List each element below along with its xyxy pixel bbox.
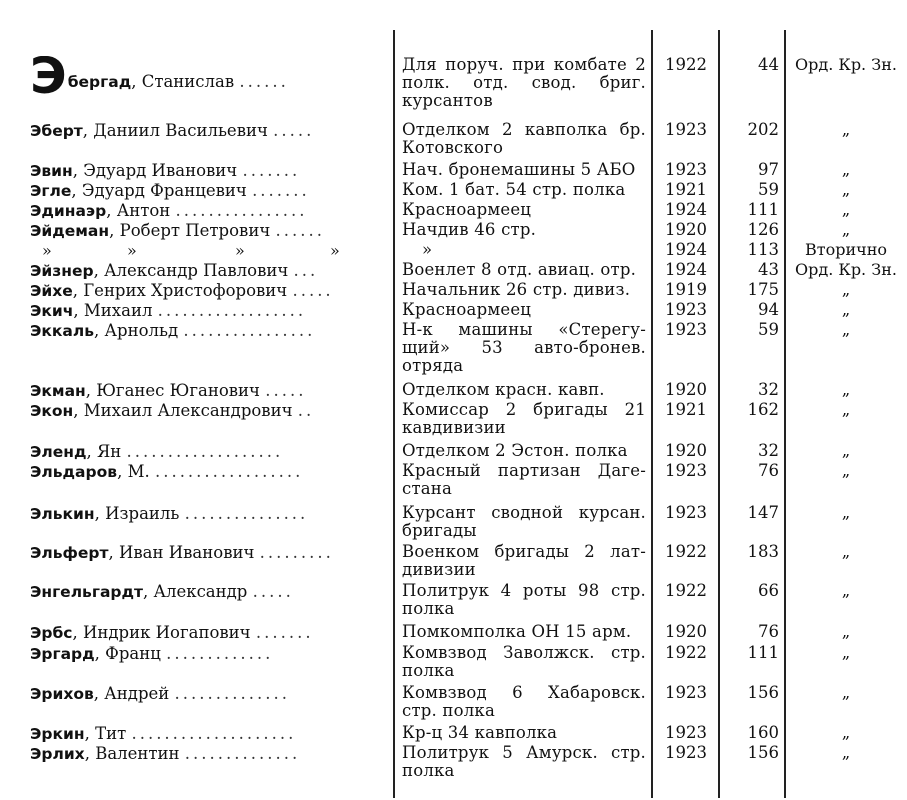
order-cell: „ — [841, 643, 851, 662]
number-cell: 183 — [747, 542, 779, 561]
text-fragment: Иван Иванович — [119, 543, 255, 562]
position-cell — [402, 241, 646, 259]
year-cell: 1923 — [665, 320, 707, 339]
position-cell: Нач. бронемашины 5 АБО — [402, 160, 636, 179]
text-fragment: Экон — [30, 402, 74, 420]
position-cell: Красноармеец — [402, 200, 532, 219]
position-cell: Ком. 1 бат. 54 стр. полка — [402, 180, 626, 199]
order-cell: „ — [841, 200, 851, 219]
person-name: Энгельгардт, Александр ..... — [30, 582, 294, 601]
text-fragment: Эйхе — [30, 282, 73, 300]
text-fragment: Эккаль — [30, 322, 95, 340]
text-fragment: » — [422, 240, 433, 259]
order-cell: „ — [841, 622, 851, 641]
position-cell: Помкомполка ОН 15 арм. — [402, 622, 632, 641]
text-fragment: » — [330, 241, 340, 260]
number-cell: 156 — [747, 683, 779, 702]
person-name: Эберт, Даниил Васильевич ..... — [30, 121, 315, 140]
text-fragment: Генрих Христофорович — [83, 281, 288, 300]
text-fragment: Александр — [153, 582, 248, 601]
order-cell: „ — [841, 160, 851, 179]
person-name: Экман, Юганес Юганович ..... — [30, 381, 307, 400]
year-cell: 1924 — [665, 200, 707, 219]
order-cell: „ — [841, 743, 851, 762]
text-fragment: Эрбс — [30, 624, 73, 642]
person-name: Эленд, Ян ................... — [30, 442, 284, 461]
text-fragment: Валентин — [95, 744, 180, 763]
year-cell: 1919 — [665, 280, 707, 299]
text-fragment: » — [127, 241, 137, 260]
order-cell: „ — [841, 220, 851, 239]
order-cell: „ — [841, 380, 851, 399]
number-cell: 76 — [758, 622, 779, 641]
position-cell: Отделком 2 Эстон. полка — [402, 441, 628, 460]
text-fragment: Эленд — [30, 443, 87, 461]
text-fragment: Ян — [96, 442, 122, 461]
position-cell: Комвзвод Заволжск. стр. полка — [402, 643, 646, 680]
text-fragment: Эльферт — [30, 544, 109, 562]
person-name: Эргард, Франц ............. — [30, 644, 274, 663]
order-cell: „ — [841, 542, 851, 561]
text-fragment: Эберт — [30, 122, 83, 140]
text-fragment: Эрихов — [30, 685, 94, 703]
year-cell: 1920 — [665, 380, 707, 399]
position-cell: Комиссар 2 бригады 21 кавдивизии — [402, 400, 646, 437]
number-cell: 43 — [758, 260, 779, 279]
year-cell: 1924 — [665, 240, 707, 259]
person-name: Эбергад, Станислав ...... — [30, 56, 387, 96]
number-cell: 113 — [747, 240, 779, 259]
position-cell: Военлет 8 отд. авиац. отр. — [402, 260, 637, 279]
order-cell: „ — [841, 400, 851, 419]
person-name: Элькин, Израиль ............... — [30, 504, 309, 523]
year-cell: 1923 — [665, 160, 707, 179]
text-fragment: Михаил — [83, 301, 153, 320]
position-cell: Красный партизан Даге-стана — [402, 461, 646, 498]
text-fragment: Эдуард Францевич — [81, 181, 247, 200]
text-fragment: Тит — [95, 724, 127, 743]
order-cell: „ — [841, 280, 851, 299]
text-fragment: Эргард — [30, 645, 95, 663]
person-name: Эрихов, Андрей .............. — [30, 684, 290, 703]
person-name: Эвин, Эдуард Иванович ....... — [30, 161, 301, 180]
text-fragment: Эльдаров — [30, 463, 118, 481]
text-fragment: Элькин — [30, 505, 95, 523]
text-fragment: Юганес Юганович — [96, 381, 260, 400]
number-cell: 59 — [758, 180, 779, 199]
person-name: Эгле, Эдуард Францевич ....... — [30, 181, 310, 200]
text-fragment: Эрлих — [30, 745, 85, 763]
number-cell: 160 — [747, 723, 779, 742]
person-name: Эрлих, Валентин .............. — [30, 744, 301, 763]
year-cell: 1922 — [665, 581, 707, 600]
year-cell: 1921 — [665, 180, 707, 199]
text-fragment: Александр Павлович — [104, 261, 289, 280]
number-cell: 126 — [747, 220, 779, 239]
position-cell: Начдив 46 стр. — [402, 220, 537, 239]
position-cell: Красноармеец — [402, 300, 532, 319]
text-fragment: Михаил Александрович — [83, 401, 293, 420]
order-cell: Орд. Кр. Зн. — [795, 55, 897, 74]
number-cell: 44 — [758, 55, 779, 74]
text-fragment: Эйдеман — [30, 222, 110, 240]
position-cell: Военком бригады 2 лат-дивизии — [402, 542, 646, 579]
person-name: Эркин, Тит .................... — [30, 724, 297, 743]
order-cell: Орд. Кр. Зн. — [795, 260, 897, 279]
number-cell: 94 — [758, 300, 779, 319]
text-fragment: Станислав — [141, 72, 235, 91]
number-cell: 32 — [758, 380, 779, 399]
number-cell: 111 — [747, 200, 779, 219]
person-name: Экон, Михаил Александрович .. — [30, 401, 315, 420]
year-cell: 1923 — [665, 461, 707, 480]
position-cell: Для поруч. при комбате 2 полк. отд. свод. бриг. курсантов — [402, 55, 646, 110]
number-cell: 59 — [758, 320, 779, 339]
year-cell: 1922 — [665, 542, 707, 561]
text-fragment: Индрик Иогапович — [82, 623, 251, 642]
text-fragment: Экич — [30, 302, 74, 320]
person-name: Эрбс, Индрик Иогапович ....... — [30, 623, 314, 642]
number-cell: 202 — [747, 120, 779, 139]
text-fragment: Израиль — [105, 504, 180, 523]
year-cell: 1922 — [665, 55, 707, 74]
order-cell: „ — [841, 503, 851, 522]
text-fragment: Эдинаэр — [30, 202, 107, 220]
person-name: Эдинаэр, Антон ................ — [30, 201, 308, 220]
year-cell: 1923 — [665, 120, 707, 139]
order-cell: Вторично — [804, 240, 888, 259]
column-rule — [393, 30, 395, 798]
person-name: Эккаль, Арнольд ................ — [30, 321, 316, 340]
text-fragment: Эдуард Иванович — [83, 161, 238, 180]
person-name: Эйдеман, Роберт Петрович ...... — [30, 221, 325, 240]
position-cell: Отделком 2 кавполка бр. Котовского — [402, 120, 646, 157]
order-cell: „ — [841, 300, 851, 319]
order-cell: „ — [841, 461, 851, 480]
text-fragment: Эвин — [30, 162, 73, 180]
person-name: Эльферт, Иван Иванович ......... — [30, 543, 334, 562]
column-rule — [718, 30, 720, 798]
order-cell: „ — [841, 581, 851, 600]
text-fragment: Франц — [105, 644, 161, 663]
text-fragment: Даниил Васильевич — [93, 121, 268, 140]
year-cell: 1923 — [665, 683, 707, 702]
person-name: Эйзнер, Александр Павлович ... — [30, 261, 319, 280]
position-cell: Политрук 5 Амурск. стр. полка — [402, 743, 646, 780]
year-cell: 1924 — [665, 260, 707, 279]
initial-letter: Э — [30, 56, 67, 96]
order-cell: „ — [841, 320, 851, 339]
order-cell: „ — [841, 723, 851, 742]
position-cell: Кр-ц 34 кавполка — [402, 723, 558, 742]
position-cell: Отделком красн. кавп. — [402, 380, 605, 399]
text-fragment: » — [235, 241, 245, 260]
position-cell: Н-к машины «Стерегу-щий» 53 авто-бронев. отряда — [402, 320, 646, 375]
year-cell: 1923 — [665, 723, 707, 742]
column-rule — [651, 30, 653, 798]
position-cell: Начальник 26 стр. дивиз. — [402, 280, 631, 299]
year-cell: 1923 — [665, 743, 707, 762]
number-cell: 32 — [758, 441, 779, 460]
text-fragment: Эгле — [30, 182, 72, 200]
year-cell: 1920 — [665, 441, 707, 460]
column-rule — [784, 30, 786, 798]
text-fragment: Роберт Петрович — [119, 221, 271, 240]
text-fragment: Эйзнер — [30, 262, 94, 280]
year-cell: 1920 — [665, 220, 707, 239]
number-cell: 175 — [747, 280, 779, 299]
year-cell: 1921 — [665, 400, 707, 419]
number-cell: 111 — [747, 643, 779, 662]
number-cell: 66 — [758, 581, 779, 600]
number-cell: 156 — [747, 743, 779, 762]
text-fragment: Экман — [30, 382, 86, 400]
text-fragment: Эркин — [30, 725, 85, 743]
year-cell: 1922 — [665, 643, 707, 662]
person-name: Экич, Михаил .................. — [30, 301, 307, 320]
order-cell: „ — [841, 180, 851, 199]
order-cell: „ — [841, 120, 851, 139]
position-cell: Курсант сводной курсан. бригады — [402, 503, 646, 540]
person-name: Эйхе, Генрих Христофорович ..... — [30, 281, 334, 300]
text-fragment: М. — [127, 462, 150, 481]
position-cell: Комвзвод 6 Хабаровск. стр. полка — [402, 683, 646, 720]
text-fragment: » — [42, 241, 52, 260]
order-cell: „ — [841, 683, 851, 702]
number-cell: 76 — [758, 461, 779, 480]
text-fragment: бергад — [67, 73, 132, 91]
number-cell: 97 — [758, 160, 779, 179]
year-cell: 1920 — [665, 622, 707, 641]
text-fragment: Андрей — [104, 684, 170, 703]
year-cell: 1923 — [665, 503, 707, 522]
number-cell: 162 — [747, 400, 779, 419]
person-name: Эльдаров, М. .................. — [30, 462, 304, 481]
text-fragment: Антон — [116, 201, 171, 220]
year-cell: 1923 — [665, 300, 707, 319]
position-cell: Политрук 4 роты 98 стр. полка — [402, 581, 646, 618]
text-fragment: Арнольд — [104, 321, 179, 340]
text-fragment: Энгельгардт — [30, 583, 144, 601]
number-cell: 147 — [747, 503, 779, 522]
order-cell: „ — [841, 441, 851, 460]
